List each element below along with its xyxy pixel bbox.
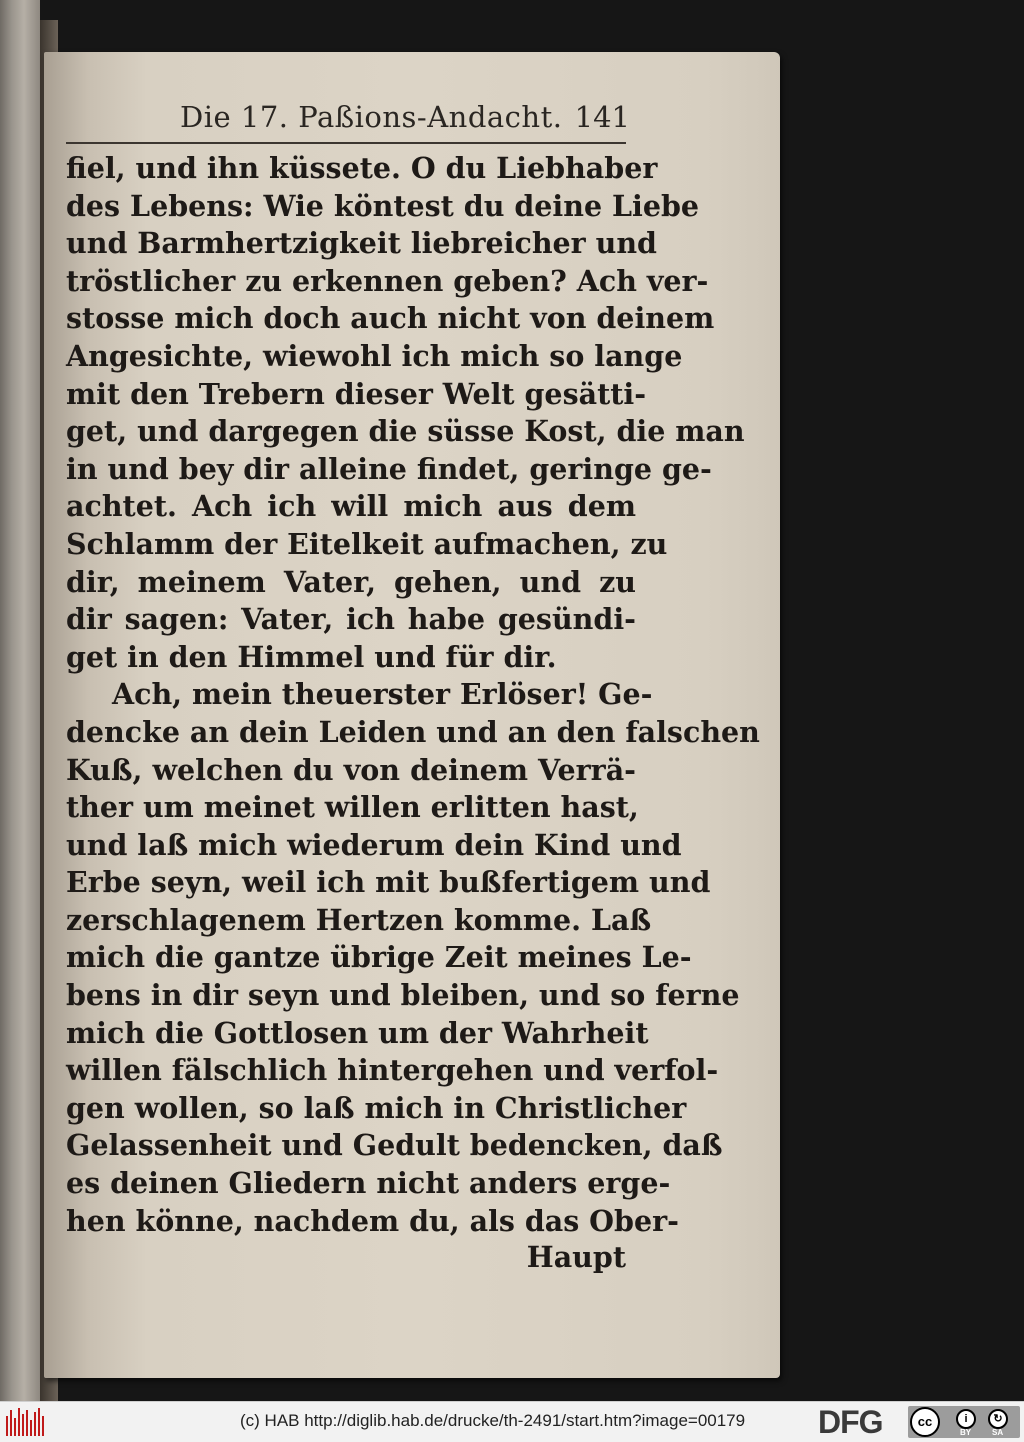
text-line: in und bey dir alleine findet, geringe ge- [66,451,712,486]
page-number: 141 [574,100,630,134]
text-line: mich die gantze übrige Zeit meines Le- [66,940,692,975]
text-line: es deinen Gliedern nicht anders erge- [66,1166,671,1201]
body-text [66,150,760,1240]
dfg-logo: DFG [818,1404,883,1440]
hab-barcode-logo-icon [6,1408,46,1436]
text-line: get in den Himmel und für dir. [66,639,557,674]
text-line: Schlamm der Eitelkeit aufmachen, zu [66,526,668,561]
text-line: Ach, mein theuerster Erlöser! Ge- [112,677,653,712]
header-rule [66,142,626,144]
text-line: fiel, und ihn küssete. O du Liebhaber [66,151,658,185]
license-by-label: BY [960,1428,972,1437]
text-line: Erbe seyn, weil ich mit bußfertigem und [66,865,711,900]
creative-commons-by-sa-icon[interactable] [908,1406,1020,1438]
text-line: dencke an dein Leiden und an den falschen [66,714,760,749]
share-alike-icon: ↻ [988,1409,1008,1429]
text-line: willen fälschlich hintergehen und verfol- [66,1053,719,1088]
attribution-icon: i [956,1409,976,1429]
text-line: zerschlagenem Hertzen komme. Laß [66,902,652,937]
footer-bar [0,1401,1024,1442]
text-line: dir sagen: Vater, ich habe gesündi- [66,602,636,637]
text-line: get, und dargegen die süsse Kost, die man [66,414,745,449]
page-header [180,100,640,134]
text-line: Kuß, welchen du von deinem Verrä- [66,752,636,787]
text-line: des Lebens: Wie köntest du deine Liebe [66,188,700,223]
left-page-edge [0,0,40,1401]
cc-icon: cc [910,1407,940,1437]
text-line: dir, meinem Vater, gehen, und zu [66,564,636,599]
running-head: Die 17. Paßions-Andacht. [180,100,563,134]
license-sa-label: SA [992,1428,1004,1437]
text-line: mit den Trebern dieser Welt gesätti- [66,376,647,411]
catchword: Haupt [526,1240,626,1274]
text-line: bens in dir seyn und bleiben, und so ferne [66,978,740,1013]
text-line: Gelassenheit und Gedult bedencken, daß [66,1128,723,1163]
text-line: Angesichte, wiewohl ich mich so lange [66,338,683,373]
text-line: gen wollen, so laß mich in Christlicher [66,1090,687,1125]
text-line: und Barmhertzigkeit liebreicher und [66,226,657,261]
text-line: mich die Gottlosen um der Wahrheit [66,1015,649,1050]
text-line: hen könne, nachdem du, als das Ober- [66,1203,679,1238]
copyright-credit: (c) HAB http://diglib.hab.de/drucke/th-2491/start.htm?image=00179 [240,1411,746,1430]
text-line: tröstlicher zu erkennen geben? Ach ver- [66,263,709,298]
text-line: stosse mich doch auch nicht von deinem [66,301,715,336]
text-line: ther um meinet willen erlitten hast, [66,790,639,825]
text-line: achtet. Ach ich will mich aus dem [66,489,636,524]
text-line: und laß mich wiederum dein Kind und [66,827,682,862]
